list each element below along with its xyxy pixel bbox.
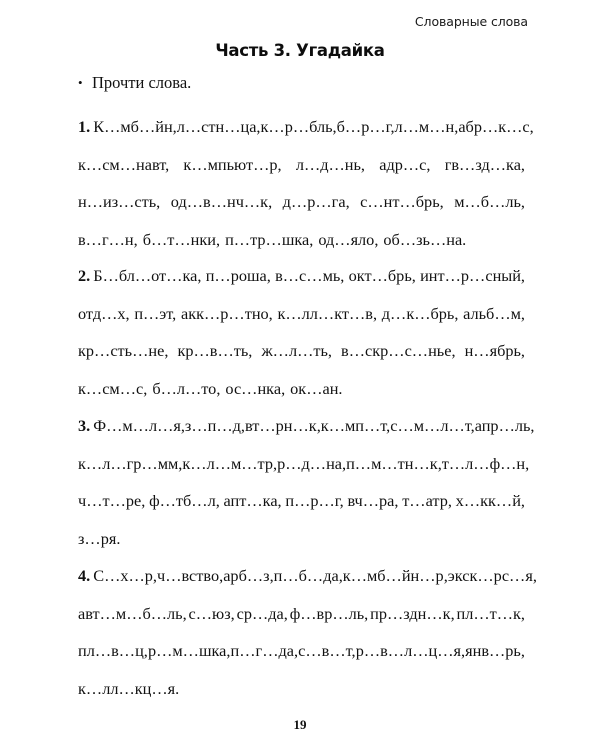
word-text: к…л…гр…мм, <box>78 453 183 473</box>
word-text: кр…в…ть, <box>177 341 253 360</box>
word-text: ф…вр…ль, <box>289 603 369 623</box>
word-text: п…р…г, <box>285 491 344 510</box>
word-text: з…ря. <box>78 528 121 548</box>
word-text: К…мб…йн, <box>93 117 177 136</box>
word <box>445 155 525 193</box>
word-text: ч…вство, <box>157 566 224 585</box>
part-title: Часть 3. Угадайка <box>215 41 385 60</box>
word <box>78 230 138 268</box>
exercise-number: 4. <box>78 566 91 585</box>
word <box>183 155 281 193</box>
word-text: п…роша, <box>205 266 271 285</box>
word <box>283 192 350 230</box>
word-text: апт…ка, <box>223 491 282 510</box>
word-text: вт…рн…к, <box>244 416 321 435</box>
word <box>225 230 313 268</box>
word <box>360 192 444 230</box>
word-text: гв…зд…ка, <box>444 154 525 174</box>
word-text: янв…рь, <box>465 641 525 660</box>
word-text: об…зь…на. <box>383 229 467 249</box>
word-text: н…из…сть, <box>78 192 161 211</box>
word-text: в…г…н, <box>78 229 138 249</box>
word <box>343 566 448 604</box>
word <box>171 192 272 230</box>
word <box>134 304 176 342</box>
word <box>177 341 252 379</box>
word <box>78 529 120 567</box>
word-text: п…тр…шка, <box>225 229 314 249</box>
exercise-line <box>78 266 525 304</box>
word-text: б…р…г, <box>336 117 395 136</box>
instruction <box>78 73 191 93</box>
word-text: к…см…навт, <box>78 154 170 174</box>
word-text: р…д…на, <box>277 453 347 473</box>
word-text: д…к…брь, <box>381 303 459 323</box>
word <box>275 266 344 304</box>
word <box>318 230 378 268</box>
word-text: к…мп…т, <box>320 416 391 435</box>
word <box>285 491 343 529</box>
word <box>298 641 355 679</box>
word-text: в…с…мь, <box>275 266 345 285</box>
word <box>347 491 398 529</box>
word-text: в…скр…с…нье, <box>341 341 456 360</box>
word-text: с…нт…брь, <box>360 192 444 211</box>
word <box>337 117 395 155</box>
word-text: м…б…ль, <box>454 192 525 211</box>
word <box>346 454 442 492</box>
word-text: кр…сть…не, <box>78 341 169 360</box>
word <box>78 604 187 642</box>
word-text: адр…с, <box>379 154 431 174</box>
word <box>277 304 377 342</box>
word-text: альб…м, <box>463 303 525 323</box>
exercise-1 <box>78 117 534 267</box>
exercise-line <box>78 230 525 268</box>
word-text: абр…к…с, <box>458 117 534 136</box>
word-text: ср…да, <box>236 603 288 623</box>
word-text: р…в…л…ц…я, <box>355 641 466 660</box>
word <box>457 604 526 642</box>
word-text: п…эт, <box>134 303 177 323</box>
word <box>448 566 537 604</box>
word-text: к…см…с, <box>78 378 148 398</box>
word-text: р…м…шка, <box>147 641 231 660</box>
word-text: вч…ра, <box>347 491 399 510</box>
word-text: к…лл…кт…в, <box>277 303 378 323</box>
word-text: б…л…то, <box>152 378 221 398</box>
page-number: 19 <box>293 717 307 732</box>
word <box>148 641 231 679</box>
word <box>78 679 179 717</box>
word <box>370 604 455 642</box>
word <box>225 379 285 417</box>
word <box>341 341 455 379</box>
word-text: инт…р…сный, <box>420 266 525 285</box>
word <box>261 341 332 379</box>
word-text: п…м…тн…к, <box>346 453 442 473</box>
word-text: с…в…т, <box>298 641 356 660</box>
word-text: ок…ан. <box>290 378 343 398</box>
word-text: отд…х, <box>78 303 130 323</box>
word-text: т…атр, <box>402 491 452 510</box>
word-text: б…т…нки, <box>142 229 221 249</box>
word <box>157 566 223 604</box>
exercise-line <box>78 341 525 379</box>
word <box>465 341 525 379</box>
word <box>420 266 525 304</box>
exercise-line <box>78 566 537 604</box>
word <box>379 155 430 193</box>
exercise-line <box>78 192 525 230</box>
exercise-2 <box>78 266 525 416</box>
exercise-line <box>78 529 525 567</box>
word-text: л…стн…ца, <box>176 117 261 136</box>
word <box>78 416 185 454</box>
exercise-number: 3. <box>78 416 91 435</box>
exercise-line <box>78 491 525 529</box>
word-text: авт…м…б…ль, <box>78 603 187 623</box>
word <box>390 416 474 454</box>
word-text: пл…в…ц, <box>78 641 148 660</box>
word <box>78 566 157 604</box>
word <box>442 454 529 492</box>
word <box>143 230 220 268</box>
exercise-line <box>78 604 525 642</box>
word-text: апр…ль, <box>474 416 535 435</box>
word-text: ф…тб…л, <box>149 491 220 510</box>
word <box>78 491 145 529</box>
word <box>395 117 459 155</box>
word <box>465 641 525 679</box>
word-text: экск…рс…я, <box>447 566 537 585</box>
word <box>475 416 535 454</box>
word <box>383 230 466 268</box>
exercise-4 <box>78 566 537 716</box>
word-text: л…д…нь, <box>295 154 366 174</box>
word-text: ос…нка, <box>225 378 286 398</box>
word <box>182 454 277 492</box>
word-text: арб…з, <box>223 566 274 585</box>
word <box>245 416 321 454</box>
word <box>237 604 288 642</box>
word <box>224 491 282 529</box>
exercise-number: 2. <box>78 266 91 285</box>
exercise-line <box>78 416 535 454</box>
word <box>296 155 365 193</box>
word <box>78 641 148 679</box>
word <box>78 379 147 417</box>
word <box>463 304 525 342</box>
word <box>177 117 261 155</box>
word <box>78 266 201 304</box>
word <box>185 416 245 454</box>
word-text: д…р…га, <box>282 192 350 211</box>
word <box>78 192 160 230</box>
exercise-line <box>78 155 525 193</box>
word-text: Б…бл…от…ка, <box>93 266 202 285</box>
bullet-icon: • <box>78 75 83 90</box>
word <box>78 304 130 342</box>
exercise-line <box>78 379 525 417</box>
word-text: л…м…н, <box>394 117 459 136</box>
word <box>402 491 452 529</box>
exercise-line <box>78 117 534 155</box>
word <box>223 566 273 604</box>
word-text: с…юз, <box>188 603 235 623</box>
word-text: акк…р…тно, <box>180 303 273 323</box>
word <box>78 155 169 193</box>
exercise-line <box>78 453 530 492</box>
word <box>277 454 346 492</box>
word <box>78 454 182 492</box>
word <box>356 641 465 679</box>
word-text: к…мпьют…р, <box>183 154 282 174</box>
word-text: х…кк…й, <box>455 491 525 510</box>
word <box>321 416 390 454</box>
word <box>456 491 525 529</box>
word-text: н…ябрь, <box>464 341 525 360</box>
exercise-line <box>78 304 525 342</box>
word <box>152 379 220 417</box>
running-header: Словарные слова <box>414 14 528 29</box>
word <box>206 266 271 304</box>
exercise-line <box>78 641 525 679</box>
word <box>181 304 273 342</box>
word-text: од…яло, <box>318 229 379 249</box>
word-text: од…в…нч…к, <box>170 192 273 211</box>
word <box>149 491 220 529</box>
word-text: к…р…бль, <box>260 117 337 136</box>
word-text: п…г…да, <box>230 641 299 660</box>
word-text: пл…т…к, <box>456 603 525 623</box>
word <box>78 341 168 379</box>
word <box>458 117 533 155</box>
word-text: пр…здн…к, <box>370 603 455 623</box>
word-text: с…м…л…т, <box>390 416 475 435</box>
word-text: к…мб…йн…р, <box>342 566 448 585</box>
word <box>349 266 416 304</box>
word <box>290 604 369 642</box>
word <box>189 604 235 642</box>
word-text: т…л…ф…н, <box>441 453 530 473</box>
instruction-text: Прочти слова. <box>92 73 192 92</box>
word <box>78 117 177 155</box>
word-text: к…лл…кц…я. <box>78 678 180 698</box>
word <box>231 641 299 679</box>
word-text: ж…л…ть, <box>261 341 332 360</box>
word <box>454 192 525 230</box>
word-text: з…п…д, <box>184 416 245 435</box>
word <box>261 117 337 155</box>
exercise-number: 1. <box>78 117 91 136</box>
word-text: окт…брь, <box>348 266 416 285</box>
exercise-3 <box>78 416 535 566</box>
word-text: ч…т…ре, <box>78 491 146 510</box>
word <box>274 566 343 604</box>
word <box>382 304 459 342</box>
word <box>290 379 342 417</box>
word-text: к…л…м…тр, <box>182 453 278 473</box>
exercise-line <box>78 679 525 717</box>
word-text: п…б…да, <box>273 566 343 585</box>
word-text: С…х…р, <box>93 566 157 585</box>
word-text: Ф…м…л…я, <box>93 416 185 435</box>
